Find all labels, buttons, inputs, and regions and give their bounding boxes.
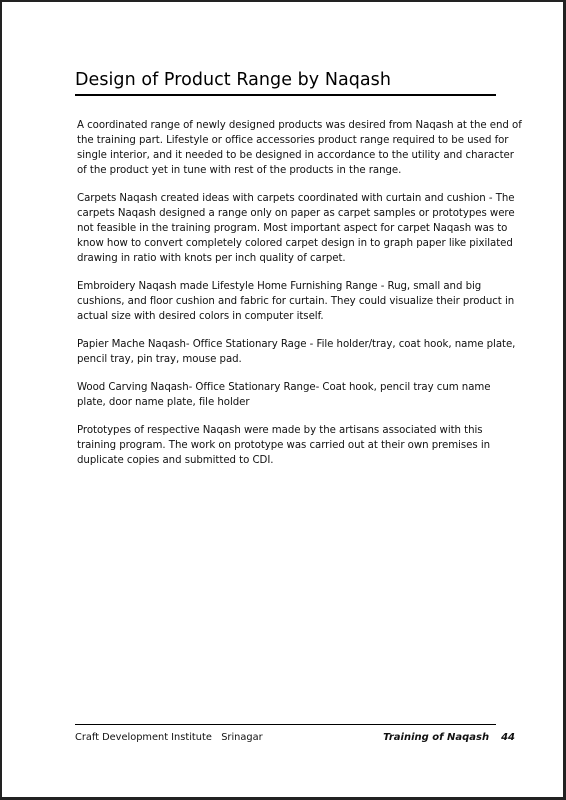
- paragraph-carpets: Carpets Naqash created ideas with carpets coordinated with curtain and cushion - The carpets Naqash designed a range only on paper as carpet samples or prototypes were not feasible in the training program. Most important aspect for carpet Naqash was to know how to convert completely colored carpet design in to graph paper like pixilated drawing in ratio with knots per inch quality of carpet.: [77, 193, 515, 264]
- paragraph-prototypes: Prototypes of respective Naqash were made by the artisans associated with this training program. The work on prototype was carried out at their own premises in duplicate copies and submitted to CDI.: [77, 425, 491, 466]
- paragraph-papier-mache: Papier Mache Naqash- Office Stationary Rage - File holder/tray, coat hook, name plate, pencil tray, pin tray, mouse pad.: [77, 339, 516, 365]
- page-number: 44: [501, 732, 515, 743]
- footer-section: [383, 732, 515, 743]
- paragraph-embroidery: Embroidery Naqash made Lifestyle Home Furnishing Range - Rug, small and big cushions, and floor cushion and fabric for curtain. They could visualize their product in actual size with desired colors in computer itself.: [77, 281, 515, 322]
- footer-section-title: Training of Naqash: [383, 732, 490, 743]
- paragraph-wood-carving: Wood Carving Naqash- Office Stationary Range- Coat hook, pencil tray cum name plate, door name plate, file holder: [77, 382, 491, 408]
- footer-institute: Craft Development Institute Srinagar: [75, 732, 263, 743]
- body-text: [77, 118, 522, 481]
- footer-rule: [75, 724, 496, 725]
- title-underline: [75, 94, 496, 96]
- paragraph-intro: A coordinated range of newly designed products was desired from Naqash at the end of the training part. Lifestyle or office accessories product range required to be used for single interior, and it needed to be designed in accordance to the utility and character of the product yet in tune with rest of the products in the range.: [77, 120, 522, 176]
- page-title: Design of Product Range by Naqash: [75, 70, 391, 90]
